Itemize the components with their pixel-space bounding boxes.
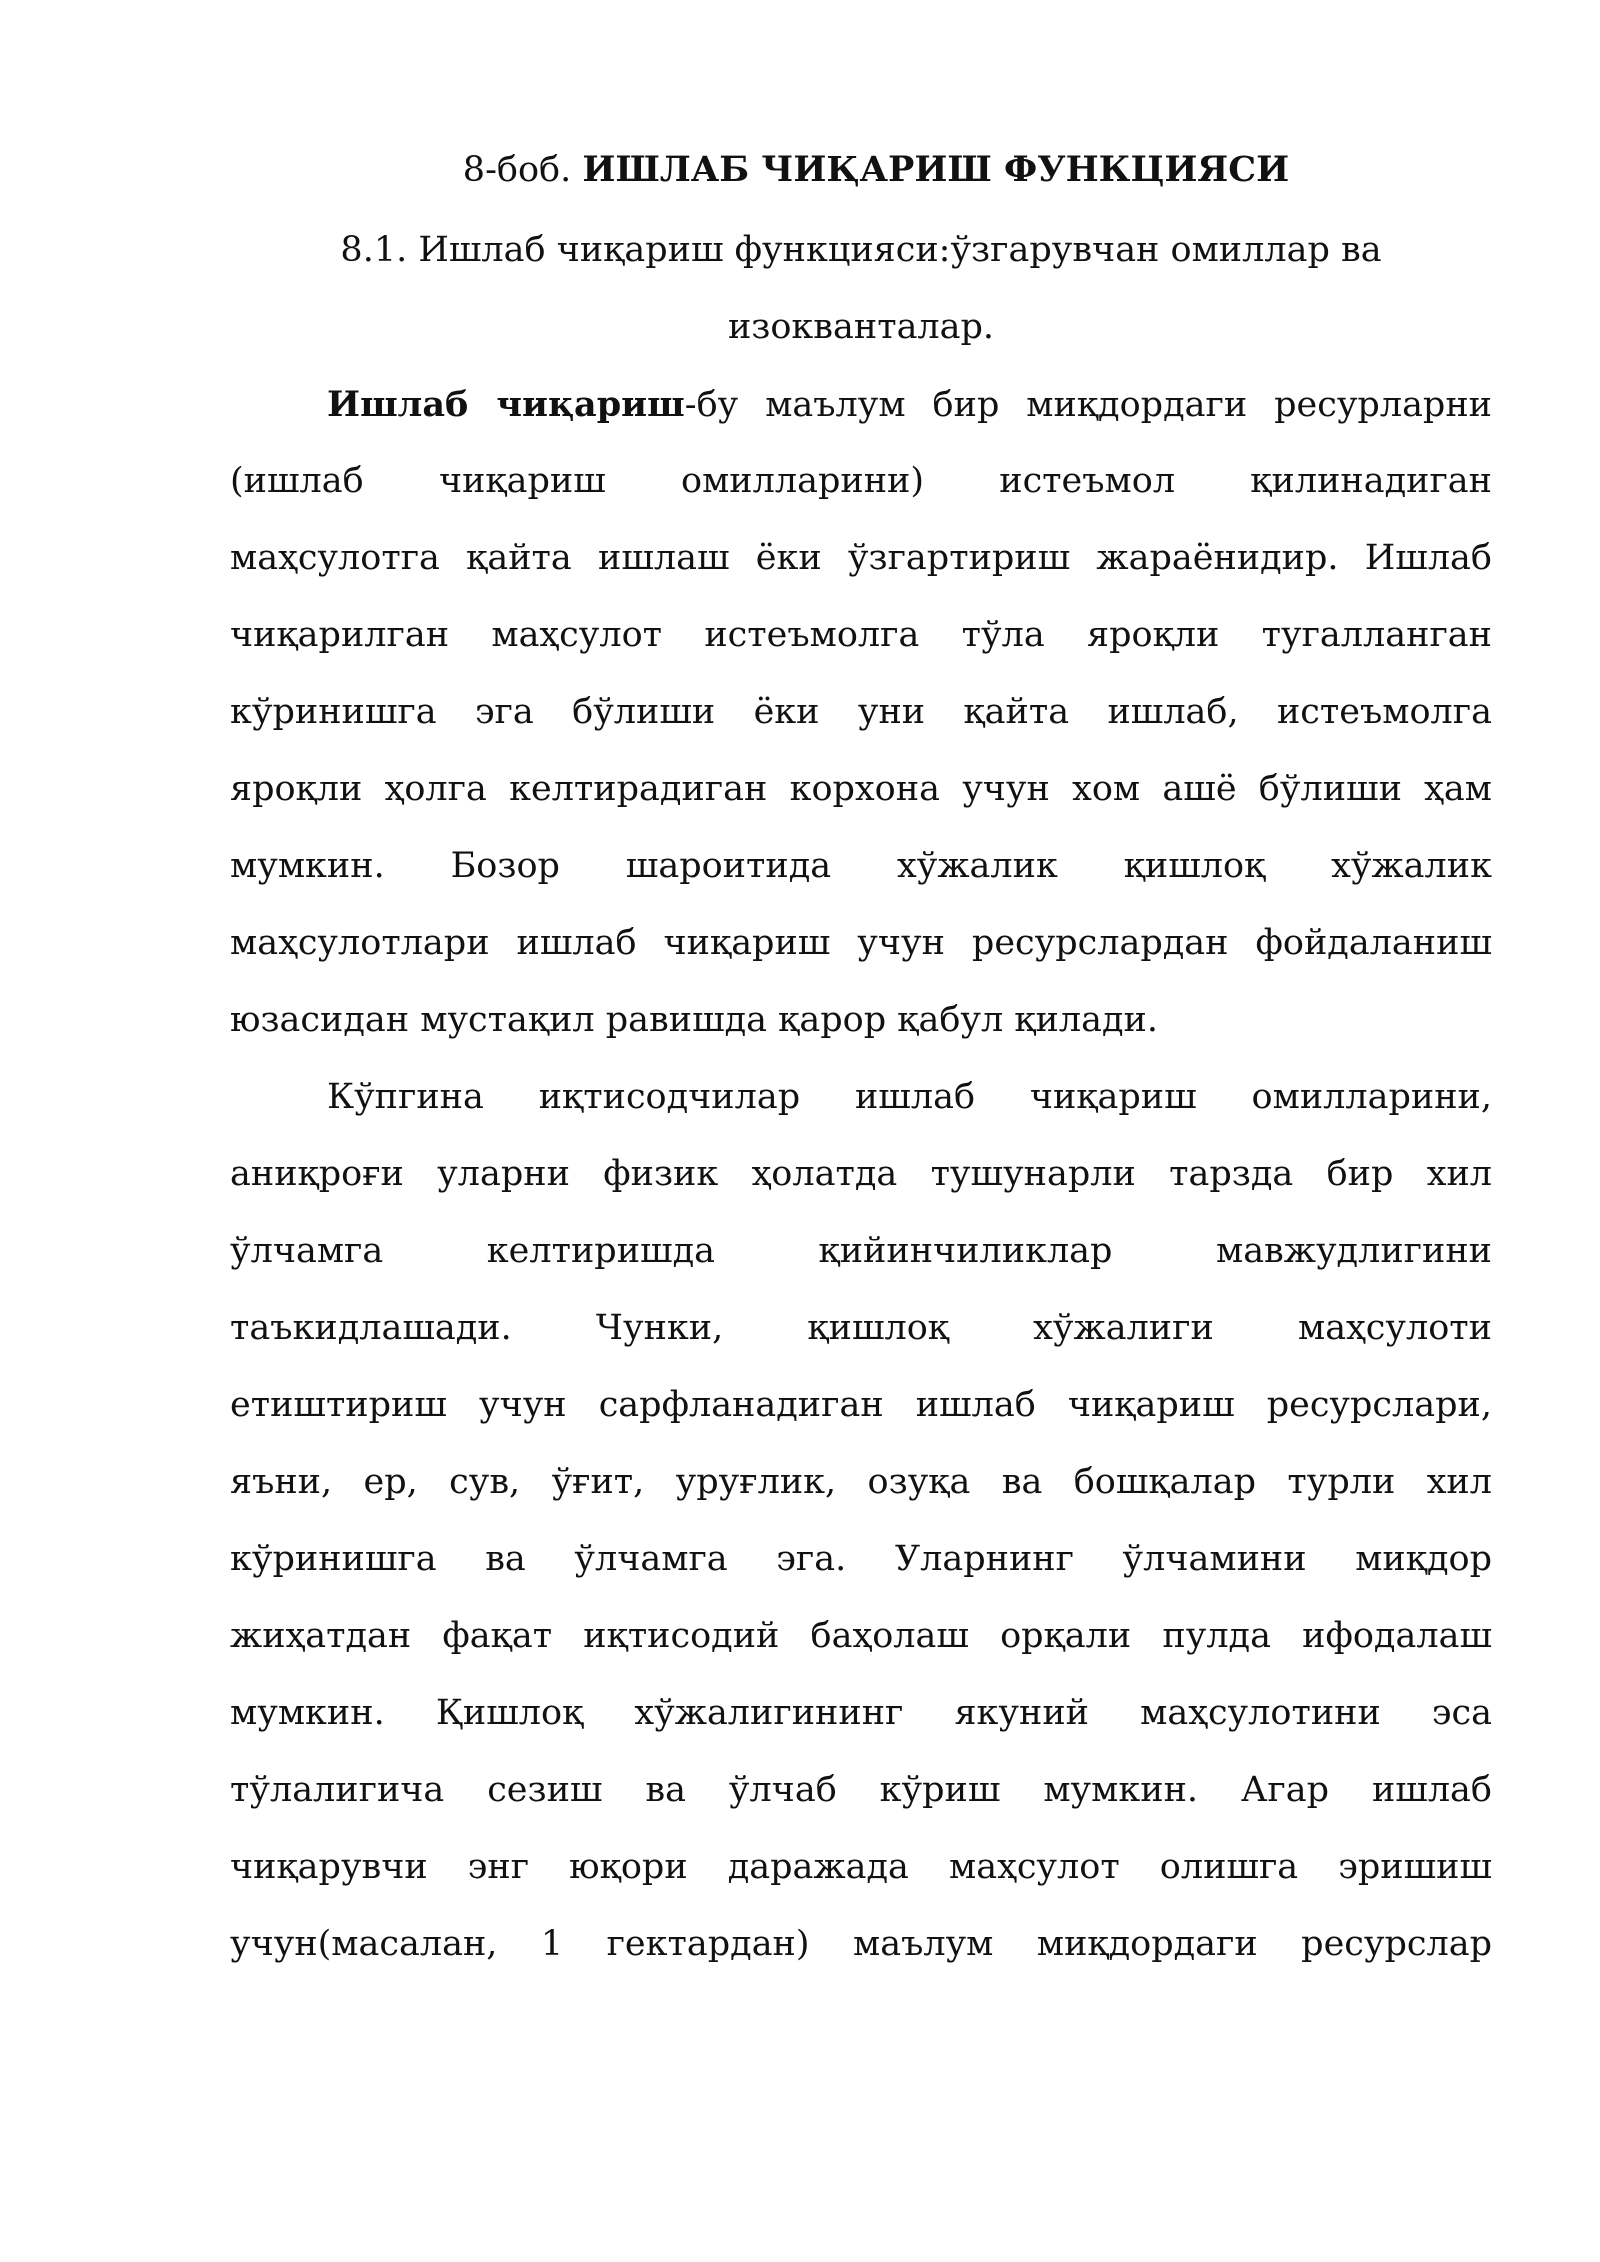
section-heading-line: изокванталар. [727,307,995,347]
paragraph-line: яроқли ҳолга келтирадиган корхона учун хом ашё бўлиши ҳам [230,769,1492,809]
paragraph-line: кўринишга эга бўлиши ёки уни қайта ишлаб, истеъмолга [230,692,1492,732]
paragraph-line: ўлчамга келтиришда қийинчиликлар мавжудлигини [230,1231,1492,1271]
chapter-title: ИШЛАБ ЧИҚАРИШ ФУНКЦИЯСИ [582,149,1290,190]
paragraph-line: аниқроғи уларни физик ҳолатда тушунарли тарзда бир хил [230,1154,1492,1194]
paragraph-line: кўринишга ва ўлчамга эга. Уларнинг ўлчамини миқдор [230,1539,1492,1579]
paragraph-line: (ишлаб чиқариш омилларини) истеъмол қилинадиган [230,461,1492,501]
section-heading-line: 8.1. Ишлаб чиқариш функцияси:ўзгарувчан омиллар ва [340,230,1382,270]
section-heading [230,212,1492,366]
paragraph-line: тўлалигича сезиш ва ўлчаб кўриш мумкин. Агар ишлаб [230,1770,1492,1810]
paragraph-line: маҳсулотга қайта ишлаш ёки ўзгартириш жараёнидир. Ишлаб [230,538,1492,578]
paragraph-line: жиҳатдан фақат иқтисодий баҳолаш орқали пулда ифодалаш [230,1616,1492,1656]
chapter-heading [230,150,1492,210]
defined-term: Ишлаб чиқариш [327,384,685,425]
paragraph-line: учун(масалан, 1 гектардан) маълум миқдордаги ресурслар [230,1924,1492,1964]
paragraph-line: юзасидан мустақил равишда қарор қабул қилади. [230,1000,1158,1040]
paragraph-line: яъни, ер, сув, ўғит, уруғлик, озуқа ва бошқалар турли хил [230,1462,1492,1502]
document-page [230,150,1492,1983]
paragraph-line: таъкидлашади. Чунки, қишлоқ хўжалиги маҳсулоти [230,1308,1492,1348]
paragraph-2 [230,1059,1492,1983]
paragraph-line: Кўпгина иқтисодчилар ишлаб чиқариш омилларини, [327,1077,1492,1117]
paragraph-line: етиштириш учун сарфланадиган ишлаб чиқариш ресурслари, [230,1385,1492,1425]
paragraph-1 [230,366,1492,1059]
paragraph-line: мумкин. Қишлоқ хўжалигининг якуний маҳсулотини эса [230,1693,1492,1733]
paragraph-line: мумкин. Бозор шароитида хўжалик қишлоқ хўжалик [230,846,1492,886]
chapter-number: 8-боб. [462,150,572,190]
paragraph-line: чиқарувчи энг юқори даражада маҳсулот олишга эришиш [230,1847,1492,1887]
paragraph-line: маҳсулотлари ишлаб чиқариш учун ресурслардан фойдаланиш [230,923,1492,963]
paragraph-line: чиқарилган маҳсулот истеъмолга тўла яроқли тугалланган [230,615,1492,655]
paragraph-line: Ишлаб чиқариш-бу маълум бир миқдордаги ресурларни [327,384,1492,425]
